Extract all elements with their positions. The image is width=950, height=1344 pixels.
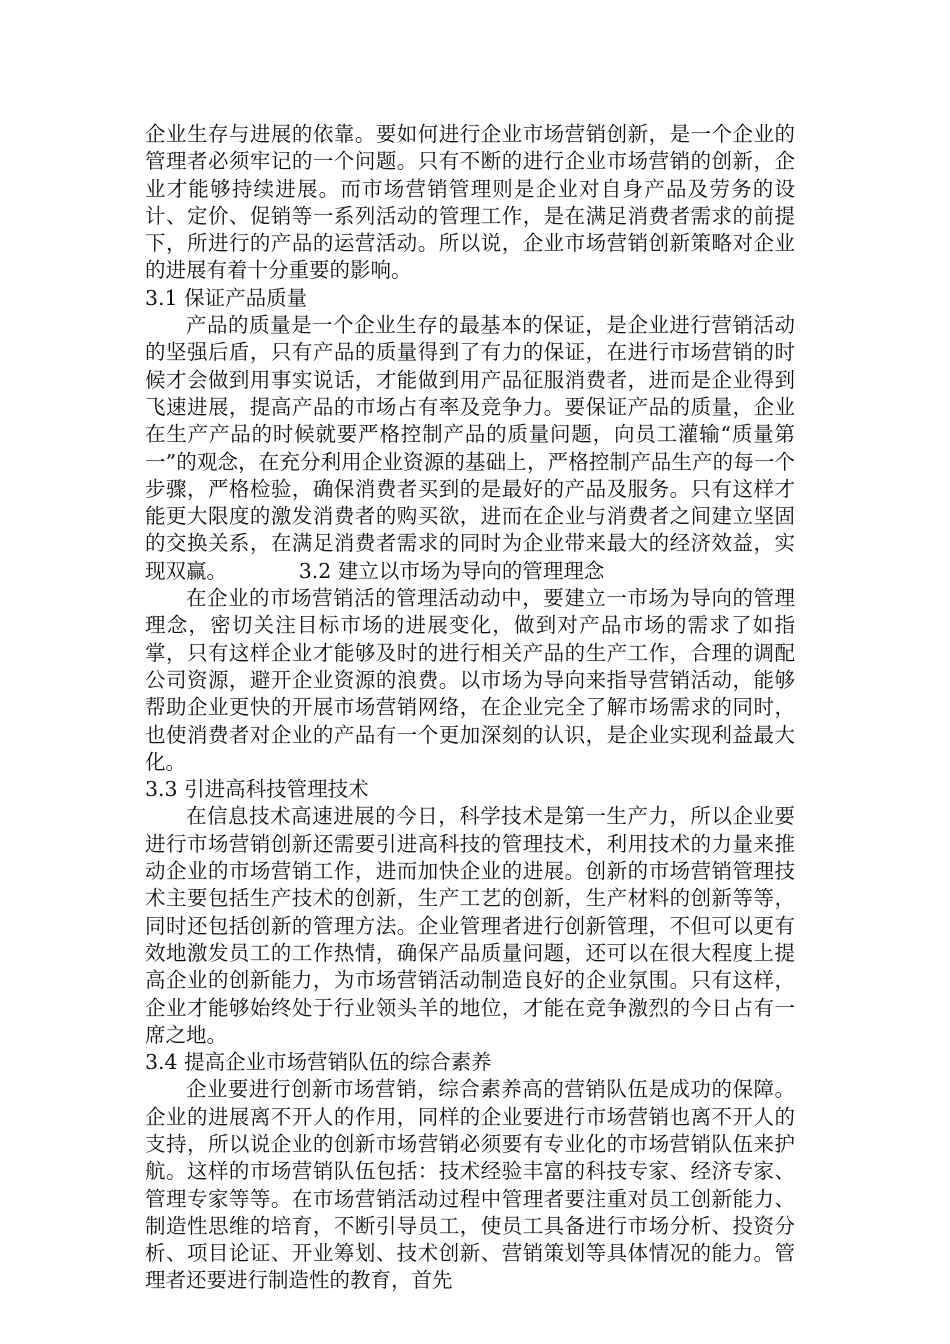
paragraph-intro: 企业生存与进展的依靠。要如何进行企业市场营销创新，是一个企业的管理者必须牢记的一个问题。只有不断的进行企业市场营销的创新，企业才能够持续进展。而市场营销管理则是企业对自身产品及劳务的设计、定价、促销等一系列活动的管理工作，是在满足消费者需求的前提下，所进行的产品的运营活动。所以说，企业市场营销创新策略对企业的进展有着十分重要的影响。	[145, 122, 795, 283]
section-heading-3-4: 3.4 提高企业市场营销队伍的综合素养	[145, 1050, 492, 1075]
paragraph-marketing-team: 企业要进行创新市场营销，综合素养高的营销队伍是成功的保障。企业的进展离不开人的作用，同样的企业要进行市场营销也离不开人的支持，所以说企业的创新市场营销必须要有专业化的市场营销队伍来护航。这样的市场营销队伍包括：技术经验丰富的科技专家、经济专家、管理专家等等。在市场营销活动过程中管理者要注重对员工创新能力、制造性思维的培育，不断引导员工，使员工具备进行市场分析、投资分析、项目论证、开业筹划、技术创新、营销策划等具体情况的能力。管理者还要进行制造性的教育，首先	[145, 1077, 795, 1293]
paragraph-product-quality: 产品的质量是一个企业生存的最基本的保证，是企业进行营销活动的坚强后盾，只有产品的质量得到了有力的保证，在进行市场营销的时候才会做到用事实说话，才能做到用产品征服消费者，进而是企业得到飞速进展，提高产品的市场占有率及竞争力。要保证产品的质量，企业在生产产品的时候就要严格控制产品的质量问题，向员工灌输“质量第一”的观念，在充分利用企业资源的基础上，严格控制产品生产的每一个步骤，严格检验，确保消费者买到的是最好的产品及服务。只有这样才能更大限度的激发消费者的购买欲，进而在企业与消费者之间建立坚固的交换关系，在满足消费者需求的同时为企业带来最大的经济效益，实现双赢。 3.2 建立以市场为导向的管理理念	[145, 313, 795, 583]
section-heading-3-1: 3.1 保证产品质量	[145, 285, 308, 310]
paragraph-hightech-management: 在信息技术高速进展的今日，科学技术是第一生产力，所以企业要进行市场营销创新还需要引进高科技的管理技术，利用技术的力量来推动企业的市场营销工作，进而加快企业的进展。创新的市场营销管理技术主要包括生产技术的创新，生产工艺的创新，生产材料的创新等等，同时还包括创新的管理方法。企业管理者进行创新管理，不但可以更有效地激发员工的工作热情，确保产品质量问题，还可以在很大程度上提高企业的创新能力，为市场营销活动制造良好的企业氛围。只有这样，企业才能够始终处于行业领头羊的地位，才能在竞争激烈的今日占有一席之地。	[145, 804, 795, 1047]
document-page	[145, 121, 795, 1295]
paragraph-market-oriented: 在企业的市场营销活的管理活动动中，要建立一市场为导向的管理理念，密切关注目标市场的进展变化，做到对产品市场的需求了如指掌，只有这样企业才能够及时的进行相关产品的生产工作，合理的调配公司资源，避开企业资源的浪费。以市场为导向来指导营销活动，能够帮助企业更快的开展市场营销网络，在企业完全了解市场需求的同时，也使消费者对企业的产品有一个更加深刻的认识，是企业实现利益最大化。	[145, 586, 795, 774]
section-heading-3-3: 3.3 引进高科技管理技术	[145, 777, 369, 802]
